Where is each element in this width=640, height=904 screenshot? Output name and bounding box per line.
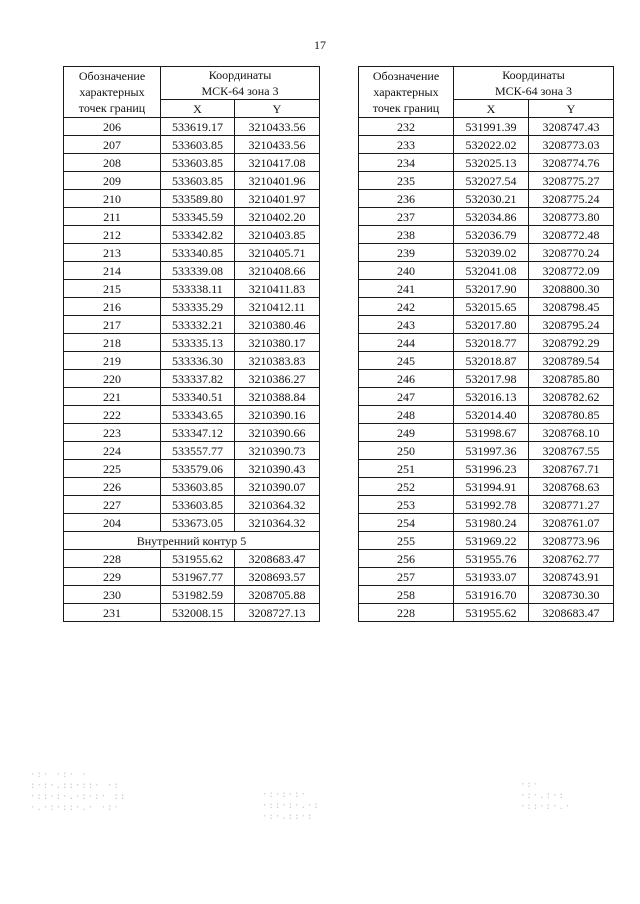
y-coordinate-cell: 3210417.08	[235, 154, 320, 172]
point-id-cell: 228	[359, 604, 454, 622]
x-coordinate-cell: 533347.12	[161, 424, 235, 442]
point-id-cell: 217	[64, 316, 161, 334]
y-coordinate-cell: 3208705.88	[235, 586, 320, 604]
x-coordinate-cell: 532008.15	[161, 604, 235, 622]
y-coordinate-cell: 3210433.56	[235, 136, 320, 154]
point-id-cell: 208	[64, 154, 161, 172]
x-coordinate-cell: 532017.98	[454, 370, 529, 388]
y-coordinate-cell: 3210390.43	[235, 460, 320, 478]
point-id-cell: 250	[359, 442, 454, 460]
y-coordinate-cell: 3210364.32	[235, 496, 320, 514]
y-coordinate-cell: 3210390.07	[235, 478, 320, 496]
point-id-cell: 231	[64, 604, 161, 622]
point-id-cell: 244	[359, 334, 454, 352]
y-coordinate-cell: 3210386.27	[235, 370, 320, 388]
x-coordinate-cell: 533343.65	[161, 406, 235, 424]
point-id-cell: 224	[64, 442, 161, 460]
table-row	[64, 370, 320, 388]
table-row	[359, 532, 614, 550]
point-id-cell: 251	[359, 460, 454, 478]
y-coordinate-cell: 3208683.47	[235, 550, 320, 568]
table-row	[359, 172, 614, 190]
designation-header-line: Обозначение	[78, 69, 146, 83]
coordinates-header	[161, 67, 320, 100]
y-coordinate-cell: 3210433.56	[235, 118, 320, 136]
table-row	[64, 136, 320, 154]
x-coordinate-cell: 532030.21	[454, 190, 529, 208]
y-coordinate-cell: 3210408.66	[235, 262, 320, 280]
coordinates-table-right	[358, 66, 614, 622]
table-row	[359, 406, 614, 424]
point-id-cell: 229	[64, 568, 161, 586]
point-id-cell: 240	[359, 262, 454, 280]
table-row	[64, 118, 320, 136]
x-coordinate-cell: 532039.02	[454, 244, 529, 262]
x-coordinate-cell: 532036.79	[454, 226, 529, 244]
table-row	[64, 460, 320, 478]
table-row	[359, 442, 614, 460]
y-coordinate-cell: 3208762.77	[529, 550, 614, 568]
point-id-cell: 213	[64, 244, 161, 262]
x-coordinate-cell: 531996.23	[454, 460, 529, 478]
designation-header-line: точек границ	[372, 101, 440, 115]
point-id-cell: 207	[64, 136, 161, 154]
table-row	[64, 262, 320, 280]
x-coordinate-cell: 532034.86	[454, 208, 529, 226]
point-id-cell: 233	[359, 136, 454, 154]
point-id-cell: 246	[359, 370, 454, 388]
point-id-cell: 247	[359, 388, 454, 406]
table-row	[64, 496, 320, 514]
point-id-cell: 253	[359, 496, 454, 514]
point-id-cell: 256	[359, 550, 454, 568]
x-coordinate-cell: 533340.51	[161, 388, 235, 406]
x-coordinate-cell: 533345.59	[161, 208, 235, 226]
y-coordinate-cell: 3210390.73	[235, 442, 320, 460]
point-id-cell: 225	[64, 460, 161, 478]
x-coordinate-cell: 533338.11	[161, 280, 235, 298]
y-coordinate-cell: 3208767.55	[529, 442, 614, 460]
y-coordinate-cell: 3208768.63	[529, 478, 614, 496]
x-coordinate-cell: 531991.39	[454, 118, 529, 136]
x-coordinate-cell: 533335.13	[161, 334, 235, 352]
table-row	[64, 568, 320, 586]
point-id-cell: 212	[64, 226, 161, 244]
point-id-cell: 211	[64, 208, 161, 226]
table-row	[359, 136, 614, 154]
x-coordinate-cell: 531982.59	[161, 586, 235, 604]
table-row	[359, 226, 614, 244]
coordinates-table-left	[63, 66, 320, 622]
table-row	[359, 496, 614, 514]
point-id-cell: 249	[359, 424, 454, 442]
x-coordinate-cell: 531933.07	[454, 568, 529, 586]
point-id-cell: 252	[359, 478, 454, 496]
y-coordinate-cell: 3208780.85	[529, 406, 614, 424]
y-coordinate-cell: 3210401.96	[235, 172, 320, 190]
table-row	[64, 550, 320, 568]
point-id-cell: 204	[64, 514, 161, 532]
page-number: 17	[314, 38, 326, 52]
point-id-cell: 254	[359, 514, 454, 532]
y-coordinate-cell: 3208727.13	[235, 604, 320, 622]
table-row	[359, 352, 614, 370]
table-row	[359, 514, 614, 532]
x-coordinate-cell: 532015.65	[454, 298, 529, 316]
table-row	[64, 424, 320, 442]
point-id-cell: 248	[359, 406, 454, 424]
table-row	[64, 442, 320, 460]
x-coordinate-cell: 532018.87	[454, 352, 529, 370]
x-coordinate-cell: 533579.06	[161, 460, 235, 478]
table-row	[359, 334, 614, 352]
table-row	[359, 568, 614, 586]
table-row	[359, 244, 614, 262]
point-id-cell: 209	[64, 172, 161, 190]
y-coordinate-cell: 3208785.80	[529, 370, 614, 388]
point-id-cell: 243	[359, 316, 454, 334]
table-row	[359, 280, 614, 298]
y-coordinate-cell: 3210402.20	[235, 208, 320, 226]
y-coordinate-cell: 3210380.46	[235, 316, 320, 334]
x-coordinate-cell: 531955.76	[454, 550, 529, 568]
table-row	[359, 118, 614, 136]
y-coordinate-cell: 3208789.54	[529, 352, 614, 370]
table-row	[359, 190, 614, 208]
x-coordinate-cell: 531998.67	[454, 424, 529, 442]
y-header: Y	[235, 100, 320, 118]
y-coordinate-cell: 3210380.17	[235, 334, 320, 352]
y-coordinate-cell: 3208773.80	[529, 208, 614, 226]
table-row	[359, 370, 614, 388]
table-row	[64, 280, 320, 298]
point-id-cell: 234	[359, 154, 454, 172]
point-id-cell: 258	[359, 586, 454, 604]
x-coordinate-cell: 533603.85	[161, 136, 235, 154]
x-coordinate-cell: 532017.80	[454, 316, 529, 334]
point-id-cell: 218	[64, 334, 161, 352]
x-coordinate-cell: 531980.24	[454, 514, 529, 532]
x-coordinate-cell: 531967.77	[161, 568, 235, 586]
table-row	[64, 334, 320, 352]
table-row	[359, 388, 614, 406]
x-coordinate-cell: 532018.77	[454, 334, 529, 352]
coordinates-header-line: МСК-64 зона 3	[201, 84, 279, 98]
x-coordinate-cell: 533619.17	[161, 118, 235, 136]
table-row	[64, 604, 320, 622]
point-id-cell: 227	[64, 496, 161, 514]
y-coordinate-cell: 3210390.66	[235, 424, 320, 442]
point-id-cell: 206	[64, 118, 161, 136]
coordinates-header-line: Координаты	[208, 68, 272, 82]
x-coordinate-cell: 533673.05	[161, 514, 235, 532]
point-id-cell: 238	[359, 226, 454, 244]
y-coordinate-cell: 3210383.83	[235, 352, 320, 370]
table-row	[64, 154, 320, 172]
table-row	[64, 388, 320, 406]
point-id-cell: 232	[359, 118, 454, 136]
coordinates-header	[454, 67, 614, 100]
table-row	[359, 478, 614, 496]
x-coordinate-cell: 532027.54	[454, 172, 529, 190]
coordinates-header-line: МСК-64 зона 3	[494, 84, 573, 98]
point-id-cell: 245	[359, 352, 454, 370]
x-coordinate-cell: 533337.82	[161, 370, 235, 388]
y-coordinate-cell: 3208761.07	[529, 514, 614, 532]
x-coordinate-cell: 531955.62	[454, 604, 529, 622]
y-coordinate-cell: 3210388.84	[235, 388, 320, 406]
y-coordinate-cell: 3208774.76	[529, 154, 614, 172]
y-coordinate-cell: 3208775.27	[529, 172, 614, 190]
y-coordinate-cell: 3208773.96	[529, 532, 614, 550]
table-row	[64, 406, 320, 424]
x-coordinate-cell: 533342.82	[161, 226, 235, 244]
designation-header-line: характерных	[373, 85, 439, 99]
point-id-cell: 242	[359, 298, 454, 316]
x-coordinate-cell: 532017.90	[454, 280, 529, 298]
point-id-cell: 226	[64, 478, 161, 496]
y-coordinate-cell: 3210405.71	[235, 244, 320, 262]
x-coordinate-cell: 531994.91	[454, 478, 529, 496]
x-coordinate-cell: 532041.08	[454, 262, 529, 280]
coordinates-header-line: Координаты	[502, 68, 565, 82]
y-coordinate-cell: 3208773.03	[529, 136, 614, 154]
x-coordinate-cell: 532016.13	[454, 388, 529, 406]
table-row	[64, 298, 320, 316]
x-coordinate-cell: 531992.78	[454, 496, 529, 514]
point-id-cell: 216	[64, 298, 161, 316]
y-coordinate-cell: 3208743.91	[529, 568, 614, 586]
x-header: X	[454, 100, 529, 118]
point-id-cell: 214	[64, 262, 161, 280]
table-row	[359, 208, 614, 226]
designation-header-line: точек границ	[78, 101, 146, 115]
point-id-cell: 236	[359, 190, 454, 208]
x-coordinate-cell: 532014.40	[454, 406, 529, 424]
y-coordinate-cell: 3208747.43	[529, 118, 614, 136]
x-coordinate-cell: 531916.70	[454, 586, 529, 604]
point-id-cell: 223	[64, 424, 161, 442]
point-id-cell: 255	[359, 532, 454, 550]
table-row	[359, 262, 614, 280]
table-row	[359, 424, 614, 442]
table-row	[64, 586, 320, 604]
designation-header-line: Обозначение	[372, 69, 440, 83]
point-id-cell: 239	[359, 244, 454, 262]
designation-header	[64, 67, 161, 118]
y-coordinate-cell: 3208683.47	[529, 604, 614, 622]
x-coordinate-cell: 533589.80	[161, 190, 235, 208]
point-id-cell: 230	[64, 586, 161, 604]
table-row	[64, 226, 320, 244]
y-coordinate-cell: 3208730.30	[529, 586, 614, 604]
point-id-cell: 228	[64, 550, 161, 568]
y-coordinate-cell: 3210390.16	[235, 406, 320, 424]
x-coordinate-cell: 533603.85	[161, 172, 235, 190]
point-id-cell: 237	[359, 208, 454, 226]
point-id-cell: 220	[64, 370, 161, 388]
x-coordinate-cell: 533339.08	[161, 262, 235, 280]
table-row	[359, 154, 614, 172]
x-coordinate-cell: 532022.02	[454, 136, 529, 154]
table-row	[359, 298, 614, 316]
x-coordinate-cell: 532025.13	[454, 154, 529, 172]
point-id-cell: 215	[64, 280, 161, 298]
table-row	[64, 208, 320, 226]
y-coordinate-cell: 3208771.27	[529, 496, 614, 514]
y-coordinate-cell: 3208792.29	[529, 334, 614, 352]
table-row	[64, 352, 320, 370]
y-header: Y	[529, 100, 614, 118]
x-coordinate-cell: 531997.36	[454, 442, 529, 460]
y-coordinate-cell: 3208768.10	[529, 424, 614, 442]
table-row	[359, 604, 614, 622]
x-coordinate-cell: 533603.85	[161, 154, 235, 172]
y-coordinate-cell: 3208767.71	[529, 460, 614, 478]
y-coordinate-cell: 3208795.24	[529, 316, 614, 334]
designation-header-line: характерных	[79, 85, 145, 99]
y-coordinate-cell: 3208800.30	[529, 280, 614, 298]
y-coordinate-cell: 3208782.62	[529, 388, 614, 406]
point-id-cell: 241	[359, 280, 454, 298]
point-id-cell: 257	[359, 568, 454, 586]
faint-stamp-mark: ·:· ·:·.:·: ·::·:·.·	[520, 780, 572, 812]
point-id-cell: 235	[359, 172, 454, 190]
x-coordinate-cell: 533603.85	[161, 496, 235, 514]
table-row	[359, 586, 614, 604]
y-coordinate-cell: 3208798.45	[529, 298, 614, 316]
y-coordinate-cell: 3210412.11	[235, 298, 320, 316]
y-coordinate-cell: 3208772.48	[529, 226, 614, 244]
table-row	[359, 550, 614, 568]
table-row	[359, 316, 614, 334]
y-coordinate-cell: 3208693.57	[235, 568, 320, 586]
y-coordinate-cell: 3208775.24	[529, 190, 614, 208]
point-id-cell: 210	[64, 190, 161, 208]
y-coordinate-cell: 3208772.09	[529, 262, 614, 280]
faint-stamp-mark: ·:· ·:· · :·:·.::·::· ·: ·::·:·.·:·:· :: ·.·:·::·.· ·:·	[30, 770, 127, 813]
y-coordinate-cell: 3210403.85	[235, 226, 320, 244]
point-id-cell: 222	[64, 406, 161, 424]
table-row	[64, 514, 320, 532]
x-coordinate-cell: 531969.22	[454, 532, 529, 550]
x-coordinate-cell: 533336.30	[161, 352, 235, 370]
x-coordinate-cell: 533335.29	[161, 298, 235, 316]
faint-stamp-mark: ·:·:·:· ·::·:·.·: ·:·.::·:	[262, 790, 320, 822]
table-header-row	[64, 67, 320, 100]
designation-header	[359, 67, 454, 118]
table-row	[64, 244, 320, 262]
y-coordinate-cell: 3210401.97	[235, 190, 320, 208]
point-id-cell: 221	[64, 388, 161, 406]
x-coordinate-cell: 533557.77	[161, 442, 235, 460]
x-header: X	[161, 100, 235, 118]
section-row	[64, 532, 320, 550]
y-coordinate-cell: 3210364.32	[235, 514, 320, 532]
table-row	[64, 190, 320, 208]
table-row	[64, 316, 320, 334]
table-row	[359, 460, 614, 478]
section-label: Внутренний контур 5	[64, 532, 320, 550]
x-coordinate-cell: 533603.85	[161, 478, 235, 496]
x-coordinate-cell: 533332.21	[161, 316, 235, 334]
table-row	[64, 478, 320, 496]
y-coordinate-cell: 3210411.83	[235, 280, 320, 298]
y-coordinate-cell: 3208770.24	[529, 244, 614, 262]
x-coordinate-cell: 531955.62	[161, 550, 235, 568]
table-header-row	[359, 67, 614, 100]
table-row	[64, 172, 320, 190]
x-coordinate-cell: 533340.85	[161, 244, 235, 262]
point-id-cell: 219	[64, 352, 161, 370]
